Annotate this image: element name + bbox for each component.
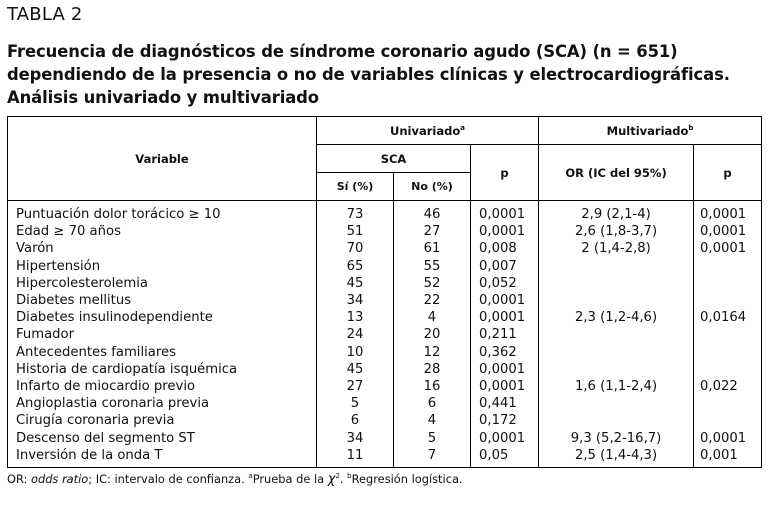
table-label: TABLA 2 — [7, 4, 83, 25]
cell-si: 5 — [317, 395, 394, 412]
table-row — [8, 326, 762, 343]
header-multivariado: Multivariado$^b$ — [539, 117, 762, 145]
cell-variable: Edad ≥ 70 años — [8, 223, 317, 240]
cell-or: 2,9 (2,1-4) — [539, 201, 694, 224]
cell-si: 11 — [317, 447, 394, 468]
cell-or — [539, 258, 694, 275]
cell-or: 2,5 (1,4-4,3) — [539, 447, 694, 468]
cell-p-multi: 0,0001 — [694, 201, 762, 224]
cell-si: 45 — [317, 275, 394, 292]
cell-no: 16 — [394, 378, 471, 395]
cell-no: 6 — [394, 395, 471, 412]
cell-si: 34 — [317, 292, 394, 309]
header-or: OR (IC del 95%) — [539, 145, 694, 201]
cell-variable: Historia de cardiopatía isquémica — [8, 361, 317, 378]
cell-variable: Varón — [8, 240, 317, 257]
cell-or: 2,6 (1,8-3,7) — [539, 223, 694, 240]
cell-p-multi — [694, 258, 762, 275]
cell-variable: Cirugía coronaria previa — [8, 412, 317, 429]
cell-variable: Infarto de miocardio previo — [8, 378, 317, 395]
cell-p: 0,0001 — [471, 429, 539, 446]
cell-no: 55 — [394, 258, 471, 275]
table-row — [8, 344, 762, 361]
cell-p-multi: 0,0164 — [694, 309, 762, 326]
header-variable: Variable — [8, 117, 317, 201]
cell-or — [539, 395, 694, 412]
cell-p: 0,0001 — [471, 223, 539, 240]
cell-no: 7 — [394, 447, 471, 468]
cell-p-multi: 0,001 — [694, 447, 762, 468]
cell-p-multi: 0,0001 — [694, 240, 762, 257]
table-row — [8, 258, 762, 275]
table-row — [8, 429, 762, 446]
cell-si: 73 — [317, 201, 394, 224]
cell-variable: Diabetes insulinodependiente — [8, 309, 317, 326]
table-footnote: OR: odds ratio; IC: intervalo de confianza. $^a$Prueba de la $\chi^2$. $^b$Regresión logística. — [7, 472, 463, 487]
cell-si: 34 — [317, 429, 394, 446]
table-row — [8, 361, 762, 378]
cell-no: 28 — [394, 361, 471, 378]
table-row — [8, 309, 762, 326]
cell-variable: Inversión de la onda T — [8, 447, 317, 468]
cell-p-multi: 0,022 — [694, 378, 762, 395]
cell-no: 61 — [394, 240, 471, 257]
cell-or — [539, 344, 694, 361]
table-row — [8, 223, 762, 240]
table-row — [8, 395, 762, 412]
cell-or — [539, 326, 694, 343]
cell-variable: Antecedentes familiares — [8, 344, 317, 361]
cell-si: 45 — [317, 361, 394, 378]
cell-no: 4 — [394, 412, 471, 429]
cell-no: 52 — [394, 275, 471, 292]
cell-p-multi: 0,0001 — [694, 429, 762, 446]
cell-p: 0,441 — [471, 395, 539, 412]
cell-si: 51 — [317, 223, 394, 240]
cell-si: 65 — [317, 258, 394, 275]
cell-p-multi — [694, 275, 762, 292]
cell-p-multi — [694, 395, 762, 412]
table-row — [8, 275, 762, 292]
header-no: No (%) — [394, 173, 471, 201]
cell-variable: Fumador — [8, 326, 317, 343]
cell-or — [539, 412, 694, 429]
cell-variable: Angioplastia coronaria previa — [8, 395, 317, 412]
cell-no: 22 — [394, 292, 471, 309]
header-si: Sí (%) — [317, 173, 394, 201]
cell-p-multi — [694, 292, 762, 309]
cell-p-multi — [694, 344, 762, 361]
cell-p-multi — [694, 412, 762, 429]
cell-p-multi — [694, 326, 762, 343]
table-row — [8, 447, 762, 468]
cell-variable: Diabetes mellitus — [8, 292, 317, 309]
header-univariado: Univariado$^a$ — [317, 117, 539, 145]
table-row — [8, 412, 762, 429]
cell-no: 4 — [394, 309, 471, 326]
cell-variable: Puntuación dolor torácico ≥ 10 — [8, 201, 317, 224]
cell-si: 6 — [317, 412, 394, 429]
table-row — [8, 378, 762, 395]
cell-p: 0,172 — [471, 412, 539, 429]
cell-si: 70 — [317, 240, 394, 257]
cell-p-multi: 0,0001 — [694, 223, 762, 240]
cell-no: 46 — [394, 201, 471, 224]
cell-no: 27 — [394, 223, 471, 240]
cell-variable: Descenso del segmento ST — [8, 429, 317, 446]
header-sca: SCA — [317, 145, 471, 173]
cell-p: 0,0001 — [471, 378, 539, 395]
cell-or: 9,3 (5,2-16,7) — [539, 429, 694, 446]
table-title: Frecuencia de diagnósticos de síndrome coronario agudo (SCA) (n = 651) dependiendo de la presencia o no de variables clínicas y electrocardiográficas. Análisis univariado y multivariado — [7, 42, 730, 107]
cell-p: 0,0001 — [471, 292, 539, 309]
cell-p: 0,0001 — [471, 201, 539, 224]
cell-or — [539, 292, 694, 309]
header-p: p — [471, 145, 539, 201]
data-table — [7, 116, 762, 468]
cell-p: 0,0001 — [471, 309, 539, 326]
cell-or — [539, 361, 694, 378]
cell-p: 0,362 — [471, 344, 539, 361]
cell-variable: Hipercolesterolemia — [8, 275, 317, 292]
cell-or: 2 (1,4-2,8) — [539, 240, 694, 257]
cell-or — [539, 275, 694, 292]
cell-si: 27 — [317, 378, 394, 395]
cell-no: 12 — [394, 344, 471, 361]
table-row — [8, 201, 762, 224]
cell-p: 0,0001 — [471, 361, 539, 378]
cell-si: 24 — [317, 326, 394, 343]
cell-p: 0,008 — [471, 240, 539, 257]
table-row — [8, 292, 762, 309]
cell-or: 1,6 (1,1-2,4) — [539, 378, 694, 395]
header-p-multi: p — [694, 145, 762, 201]
cell-p-multi — [694, 361, 762, 378]
cell-or: 2,3 (1,2-4,6) — [539, 309, 694, 326]
cell-no: 20 — [394, 326, 471, 343]
cell-p: 0,052 — [471, 275, 539, 292]
cell-no: 5 — [394, 429, 471, 446]
cell-p: 0,211 — [471, 326, 539, 343]
cell-p: 0,05 — [471, 447, 539, 468]
table-row — [8, 240, 762, 257]
cell-p: 0,007 — [471, 258, 539, 275]
cell-si: 13 — [317, 309, 394, 326]
cell-si: 10 — [317, 344, 394, 361]
cell-variable: Hipertensión — [8, 258, 317, 275]
